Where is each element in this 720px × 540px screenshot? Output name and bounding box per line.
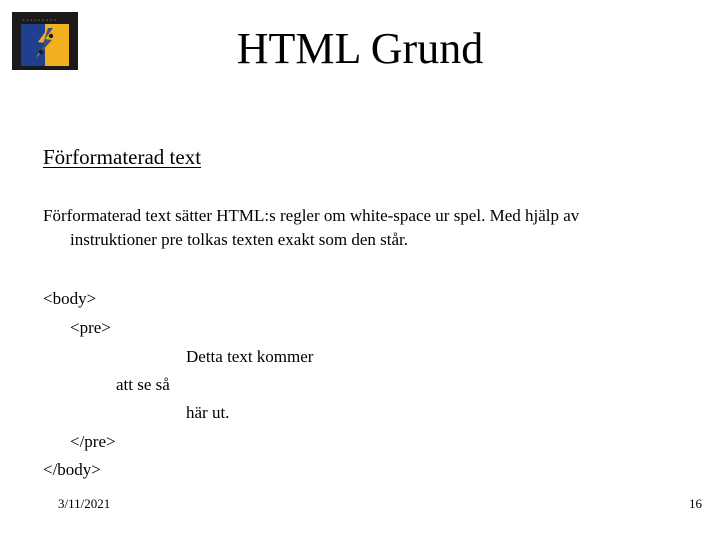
- code-line-pre-open: <pre>: [70, 318, 111, 337]
- paragraph-line-2: instruktioner pre tolkas texten exakt som den står.: [70, 230, 409, 249]
- code-line-text-2: att se så: [116, 375, 170, 394]
- code-line-text-1: Detta text kommer: [186, 347, 314, 366]
- code-line-pre-close: </pre>: [70, 432, 116, 451]
- footer-date: 3/11/2021: [58, 496, 111, 511]
- paragraph-line-1: Förformaterad text sätter HTML:s regler om white-space ur spel. Med hjälp av: [43, 206, 580, 225]
- code-line-text-3: här ut.: [186, 403, 230, 422]
- code-line-body-open: <body>: [43, 289, 97, 308]
- school-logo: [12, 12, 78, 70]
- page-number: 16: [689, 496, 702, 511]
- school-logo-icon: [12, 12, 78, 70]
- body-paragraph: [43, 204, 693, 252]
- code-line-body-close: </body>: [43, 460, 101, 479]
- section-heading: Förformaterad text: [43, 145, 202, 169]
- svg-text:◦◦◦◦◦◦◦◦◦: ◦◦◦◦◦◦◦◦◦: [22, 18, 58, 24]
- slide-title: HTML Grund: [236, 24, 484, 73]
